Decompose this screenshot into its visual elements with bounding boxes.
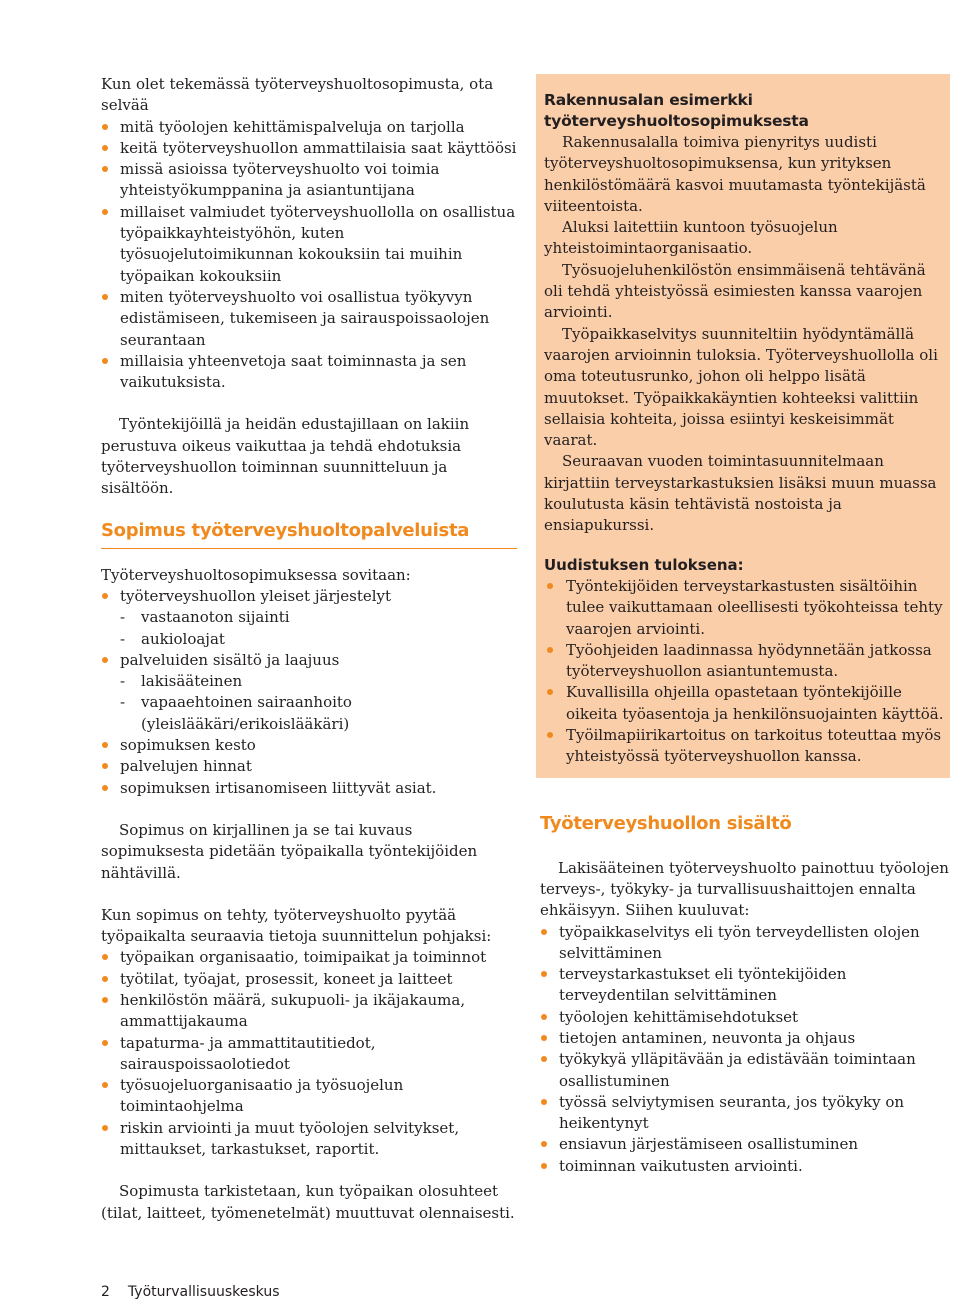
sub-list (101, 671, 517, 735)
written-paragraph: Sopimus on kirjallinen ja se tai kuvaus sopimuksesta pidetään työpaikalla työntekijöiden nähtävillä. (101, 820, 478, 882)
list-item: työtilat, työajat, prosessit, koneet ja laitteet (101, 969, 517, 990)
agreement-lead: Työterveyshuoltosopimuksessa sovitaan: (101, 565, 411, 584)
list-item: työpaikkaselvitys eli työn terveydellisten olojen selvittäminen (540, 922, 956, 965)
list-item: keitä työterveyshuollon ammattilaisia saat käyttöösi (101, 138, 517, 159)
list-item: toiminnan vaikutusten arviointi. (540, 1156, 956, 1177)
list-item: riskin arviointi ja muut työolojen selvitykset, mittaukset, tarkastukset, raportit. (101, 1118, 517, 1161)
list-item: palvelujen hinnat (101, 756, 517, 777)
list-item (101, 650, 517, 735)
results-list (544, 576, 946, 768)
list-item: tietojen antaminen, neuvonta ja ohjaus (540, 1028, 956, 1049)
agreement-list (101, 586, 517, 799)
sub-list-item: - lakisääteinen (101, 671, 517, 692)
page-footer (101, 1282, 280, 1303)
list-item: ensiavun järjestämiseen osallistuminen (540, 1134, 956, 1155)
example-paragraph: Seuraavan vuoden toimintasuunnitelmaan kirjattiin terveystarkastuksien lisäksi muun muassa koulutusta käsin tehtävistä nostoista ja ensiapukurssi. (544, 452, 937, 535)
results-label: Uudistuksen tuloksena: (544, 555, 744, 574)
sub-list (101, 607, 517, 650)
list-item: millaiset valmiudet työterveyshuollolla on osallistua työpaikkayhteistyöhön, kuten työsuojelutoimikunnan kokouksiin tai muihin työpaikan kokouksiin (101, 202, 517, 287)
section-heading-content: Työterveyshuollon sisältö (540, 812, 792, 834)
right-column (540, 74, 956, 1177)
example-paragraph: Aluksi laitettiin kuntoon työsuojelun yhteistoimintaorganisaatio. (544, 218, 838, 258)
list-item: mitä työolojen kehittämispalveluja on tarjolla (101, 117, 517, 138)
list-item: Työohjeiden laadinnassa hyödynnetään jatkossa työterveyshuollon asiantuntemusta. (544, 640, 946, 683)
example-box-title: Rakennusalan esimerkki työterveyshuoltosopimuksesta (544, 91, 809, 130)
intro-lead: Kun olet tekemässä työterveyshuoltosopimusta, ota selvää (101, 75, 494, 115)
list-item: sopimuksen kesto (101, 735, 517, 756)
info-list (101, 947, 517, 1160)
sub-list-item: - vapaaehtoinen sairaanhoito (yleislääkäri/erikoislääkäri) (101, 692, 517, 735)
sub-list-item: - aukioloajat (101, 629, 517, 650)
review-paragraph: Sopimusta tarkistetaan, kun työpaikan olosuhteet (tilat, laitteet, työmenetelmät) muuttuvat olennaisesti. (101, 1182, 515, 1222)
list-item: Kuvallisilla ohjeilla opastetaan työntekijöille oikeita työasentoja ja henkilönsuojainten käyttöä. (544, 682, 946, 725)
list-item: työolojen kehittämisehdotukset (540, 1007, 956, 1028)
example-box (536, 74, 950, 778)
example-paragraph: Työpaikkaselvitys suunniteltiin hyödyntämällä vaarojen arvioinnin tuloksia. Työterveyshuollolla oli oma toteutusrunko, johon oli helppo lisätä muutokset. Työpaikkakäyntien kohteeksi valittiin sellaisia kohteita, joissa esiintyi keskeisimmät vaarat. (544, 324, 938, 450)
intro-list (101, 117, 517, 394)
page-number: 2 (101, 1284, 110, 1300)
publisher-name: Työturvallisuuskeskus (127, 1284, 280, 1300)
list-item: sopimuksen irtisanomiseen liittyvät asiat. (101, 778, 517, 799)
left-column (101, 74, 517, 1224)
employees-paragraph: Työntekijöillä ja heidän edustajillaan on lakiin perustuva oikeus vaikuttaa ja tehdä ehdotuksia työterveyshuollon toiminnan suunnitteluun ja sisältöön. (101, 415, 470, 498)
list-item-text: palveluiden sisältö ja laajuus (120, 650, 340, 669)
list-item-text: työterveyshuollon yleiset järjestelyt (120, 586, 392, 605)
section-heading-agreement: Sopimus työterveyshuoltopalveluista (101, 519, 517, 549)
list-item: terveystarkastukset eli työntekijöiden terveydentilan selvittäminen (540, 964, 956, 1007)
example-paragraph: Rakennusalalla toimiva pienyritys uudisti työterveyshuoltosopimuksensa, kun yrityksen henkilöstömäärä kasvoi muutamasta työntekijästä viiteentoista. (544, 133, 926, 215)
list-item: miten työterveyshuolto voi osallistua työkyvyn edistämiseen, tukemiseen ja sairauspoissaolojen seurantaan (101, 287, 517, 351)
list-item: Työntekijöiden terveystarkastusten sisältöihin tulee vaikuttamaan oleellisesti työkohteissa tehty vaarojen arviointi. (544, 576, 946, 640)
list-item: missä asioissa työterveyshuolto voi toimia yhteistyökumppanina ja asiantuntijana (101, 159, 517, 202)
content-lead: Lakisääteinen työterveyshuolto painottuu työolojen terveys-, työkyky- ja turvallisuushaittojen ennalta ehkäisyyn. Siihen kuuluvat: (540, 858, 949, 920)
list-item: henkilöstön määrä, sukupuoli- ja ikäjakauma, ammattijakauma (101, 990, 517, 1033)
list-item: työssä selviytymisen seuranta, jos työkyky on heikentynyt (540, 1092, 956, 1135)
content-list (540, 922, 956, 1178)
list-item: Työilmapiirikartoitus on tarkoitus toteuttaa myös yhteistyössä työterveyshuollon kanssa. (544, 725, 946, 768)
list-item: työpaikan organisaatio, toimipaikat ja toiminnot (101, 947, 517, 968)
list-item: millaisia yhteenvetoja saat toiminnasta ja sen vaikutuksista. (101, 351, 517, 394)
list-item: tapaturma- ja ammattitautitiedot, sairauspoissaolotiedot (101, 1033, 517, 1076)
list-item: työkykyä ylläpitävään ja edistävään toimintaan osallistuminen (540, 1049, 956, 1092)
list-item (101, 586, 517, 650)
info-lead: Kun sopimus on tehty, työterveyshuolto pyytää työpaikalta seuraavia tietoja suunnittelun pohjaksi: (101, 905, 492, 946)
sub-list-item: - vastaanoton sijainti (101, 607, 517, 628)
example-paragraph: Työsuojeluhenkilöstön ensimmäisenä tehtävänä oli tehdä yhteistyössä esimiesten kanssa vaarojen arviointi. (544, 260, 926, 322)
list-item: työsuojeluorganisaatio ja työsuojelun toimintaohjelma (101, 1075, 517, 1118)
